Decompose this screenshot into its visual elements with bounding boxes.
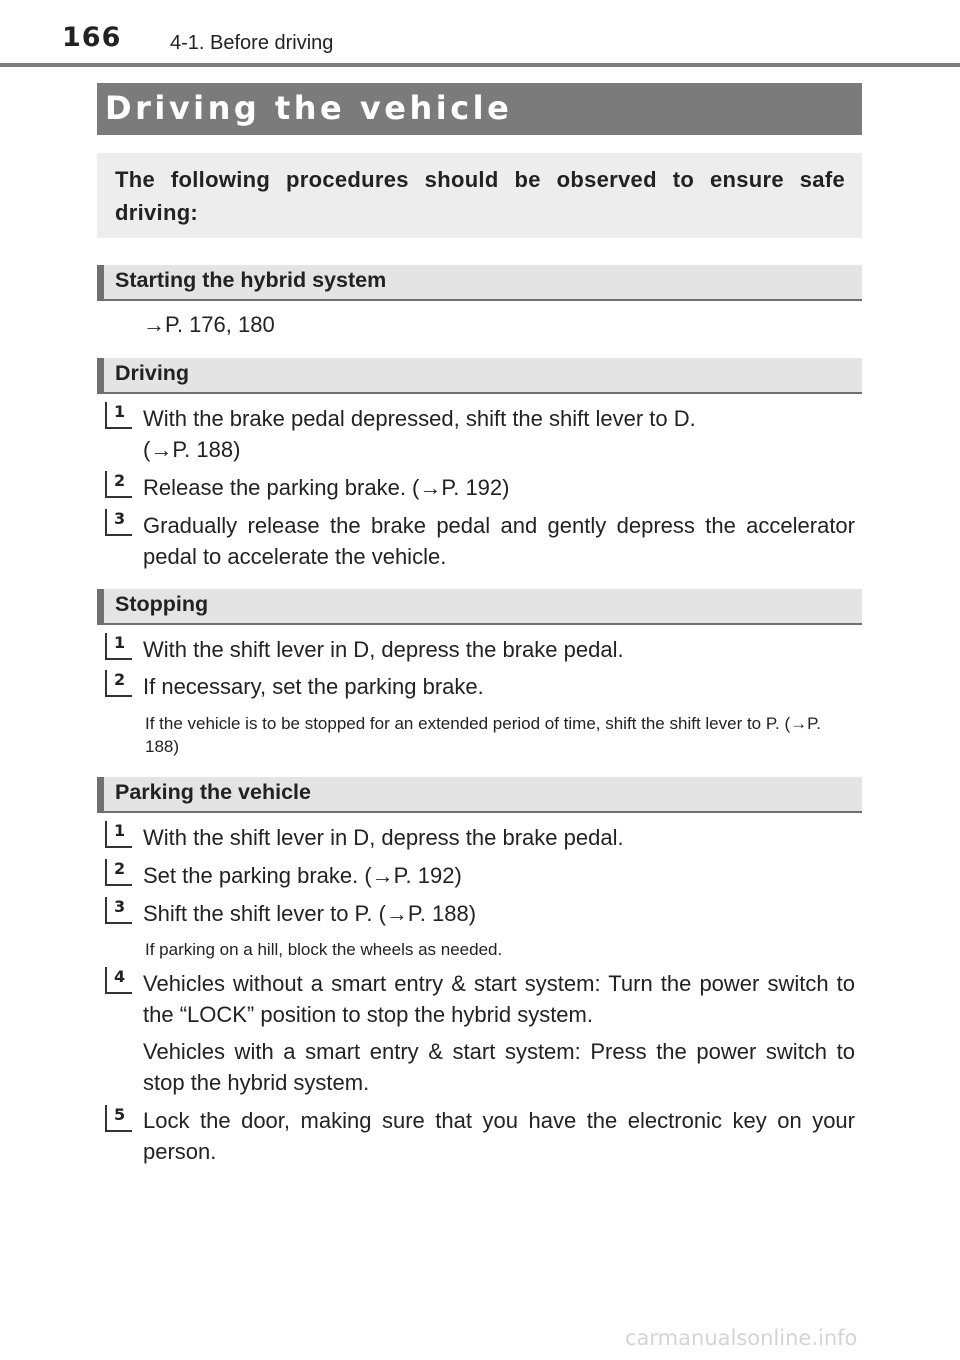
- step-number: 1: [114, 633, 126, 652]
- page-number: 166: [62, 22, 122, 53]
- step-number: 5: [114, 1105, 126, 1124]
- starting-reference: →P. 176, 180: [143, 312, 275, 337]
- heading-starting: [97, 265, 862, 301]
- driving-step-2: Release the parking brake. (→P. 192): [143, 475, 510, 500]
- step-number: 2: [114, 670, 126, 689]
- step-number-box: [105, 1105, 132, 1132]
- parking-step-2: Set the parking brake. (→P. 192): [143, 863, 462, 888]
- step-number-box: [105, 897, 132, 924]
- step-number-box: [105, 509, 132, 536]
- page-title: Driving the vehicle: [105, 89, 513, 127]
- step-number-box: [105, 967, 132, 994]
- driving-step-1-line2: (→P. 188): [143, 437, 241, 462]
- parking-step-5: Lock the door, making sure that you have the electronic key on your person.: [143, 1108, 855, 1164]
- heading-driving-text: Driving: [115, 361, 190, 385]
- step-number: 3: [114, 509, 126, 528]
- step-number-box: [105, 859, 132, 886]
- heading-parking-text: Parking the vehicle: [115, 780, 311, 804]
- step-number-box: [105, 471, 132, 498]
- step-number-box: [105, 633, 132, 660]
- step-number: 3: [114, 897, 126, 916]
- parking-step-4-extra: Vehicles with a smart entry & start system: Press the power switch to stop the hybrid system.: [143, 1039, 855, 1095]
- watermark: carmanualsonline.info: [625, 1326, 858, 1350]
- parking-step-4: Vehicles without a smart entry & start system: Turn the power switch to the “LOCK” position to stop the hybrid system.: [143, 971, 855, 1027]
- parking-step-1: With the shift lever in D, depress the brake pedal.: [143, 825, 624, 850]
- step-number-box: [105, 402, 132, 429]
- stopping-note: If the vehicle is to be stopped for an extended period of time, shift the shift lever to P. (→P. 188): [145, 714, 821, 756]
- step-number-box: [105, 670, 132, 697]
- intro-text: The following procedures should be observed to ensure safe driving:: [115, 167, 845, 225]
- step-number: 2: [114, 859, 126, 878]
- parking-step-3: Shift the shift lever to P. (→P. 188): [143, 901, 477, 926]
- heading-stopping-text: Stopping: [115, 592, 209, 616]
- step-number: 1: [114, 821, 126, 840]
- step-number-box: [105, 821, 132, 848]
- step-number: 1: [114, 402, 126, 421]
- step-number: 2: [114, 471, 126, 490]
- stopping-step-2: If necessary, set the parking brake.: [143, 674, 484, 699]
- heading-starting-text: Starting the hybrid system: [115, 268, 387, 292]
- section-label: 4-1. Before driving: [170, 32, 334, 54]
- step-number: 4: [114, 967, 126, 986]
- title-bar: [97, 83, 862, 135]
- page-header: [0, 0, 960, 70]
- driving-step-1: [143, 403, 855, 465]
- intro-box: [97, 153, 862, 238]
- heading-parking: [97, 777, 862, 813]
- heading-driving: [97, 358, 862, 394]
- driving-step-1-line1: With the brake pedal depressed, shift the shift lever to D.: [143, 406, 696, 431]
- header-rule: [0, 63, 960, 67]
- stopping-step-1: With the shift lever in D, depress the brake pedal.: [143, 637, 624, 662]
- driving-step-3: Gradually release the brake pedal and gently depress the accelerator pedal to accelerate the vehicle.: [143, 513, 855, 569]
- heading-stopping: [97, 589, 862, 625]
- parking-note: If parking on a hill, block the wheels as needed.: [145, 940, 503, 959]
